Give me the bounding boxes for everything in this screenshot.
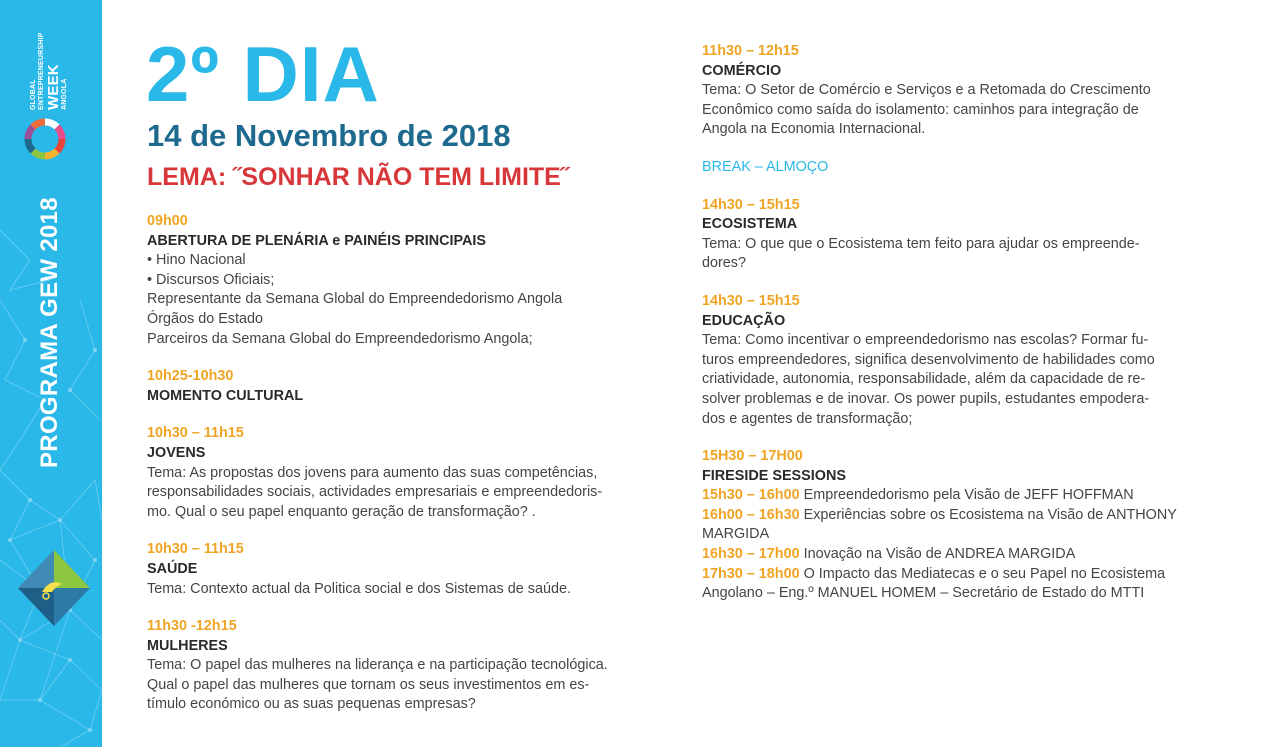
- session-title: MULHERES: [147, 637, 228, 654]
- logo-line-1: GLOBAL: [30, 79, 37, 110]
- session-line: Tema: O papel das mulheres na liderança e na participação tecnológica.: [147, 657, 608, 674]
- session-line: Tema: O Setor de Comércio e Serviços e a Retomada do Crescimento: [702, 82, 1151, 99]
- session-time: 11h30 -12h15: [147, 618, 237, 635]
- fireside-item: [702, 584, 1252, 604]
- session-time: 10h25-10h30: [147, 368, 234, 385]
- session-line: Econômico como saída do isolamento: caminhos para integração de: [702, 101, 1139, 118]
- lunch-break-label: BREAK – ALMOÇO: [702, 158, 829, 175]
- session-title: JOVENS: [147, 444, 206, 461]
- session-title: ABERTURA DE PLENÁRIA e PAINÉIS PRINCIPAIS: [147, 232, 487, 249]
- fireside-text: O Impacto das Mediatecas e o seu Papel no Ecosistema: [799, 565, 1166, 582]
- session-line: solver problemas e de inovar. Os power pupils, estudantes empodera-: [702, 390, 1150, 407]
- session-cultural: [147, 367, 697, 406]
- fireside-item: [702, 506, 1252, 526]
- logo-word: WEEK: [45, 64, 62, 110]
- fireside-text: Angolano – Eng.º MANUEL HOMEM – Secretário de Estado do MTTI: [702, 585, 1145, 602]
- agenda-left-column: [147, 212, 697, 733]
- day-title: 2º DIA: [146, 30, 380, 118]
- session-women: [147, 617, 697, 715]
- session-time: 09h00: [147, 213, 188, 229]
- program-title: PROGRAMA GEW 2018: [36, 197, 63, 468]
- session-line: Tema: O que que o Ecosistema tem feito para ajudar os empreende-: [702, 235, 1140, 252]
- session-title: EDUCAÇÃO: [702, 312, 786, 329]
- session-line: tímulo económico ou as suas pequenas empresas?: [147, 696, 476, 713]
- gew-logo: [30, 18, 76, 110]
- fireside-time: 16h30 – 17h00: [702, 546, 800, 563]
- session-commerce: [702, 42, 1252, 140]
- session-title: SAÚDE: [147, 560, 198, 577]
- side-band: [0, 0, 102, 747]
- session-title: COMÉRCIO: [702, 62, 782, 79]
- fireside-time: 15h30 – 16h00: [702, 487, 800, 504]
- angola-gem-icon: [16, 548, 92, 628]
- session-time: 14h30 – 15h15: [702, 292, 800, 309]
- session-title: MOMENTO CULTURAL: [147, 387, 304, 404]
- session-time: 10h30 – 11h15: [147, 425, 244, 442]
- event-date: 14 de Novembro de 2018: [147, 118, 511, 153]
- session-health: [147, 540, 697, 599]
- session-time: 10h30 – 11h15: [147, 541, 244, 558]
- gew-ring-icon: [22, 116, 68, 162]
- session-title: ECOSISTEMA: [702, 216, 798, 233]
- fireside-time: 17h30 – 18h00: [702, 565, 800, 582]
- session-line: criatividade, autonomia, responsabilidade, além da capacidade de re-: [702, 371, 1146, 388]
- session-line: • Hino Nacional: [147, 252, 246, 269]
- session-line: Tema: Contexto actual da Politica social e dos Sistemas de saúde.: [147, 580, 571, 597]
- fireside-text: MARGIDA: [702, 526, 770, 543]
- fireside-text: Empreendedorismo pela Visão de JEFF HOFFMAN: [799, 487, 1134, 504]
- session-title: FIRESIDE SESSIONS: [702, 467, 846, 484]
- session-line: Tema: As propostas dos jovens para aumento das suas competências,: [147, 464, 598, 481]
- session-line: Angola na Economia Internacional.: [702, 121, 926, 138]
- fireside-item: [702, 565, 1252, 585]
- session-line: dos e agentes de transformação;: [702, 410, 913, 427]
- session-line: dores?: [702, 255, 747, 272]
- session-line: Representante da Semana Global do Empreendedorismo Angola: [147, 291, 563, 308]
- session-line: mo. Qual o seu papel enquanto geração de transformação? .: [147, 503, 536, 520]
- logo-line-2: ENTREPRENEURSHIP: [38, 32, 45, 110]
- fireside-time: 16h00 – 16h30: [702, 506, 800, 523]
- agenda-right-column: [702, 42, 1252, 622]
- session-time: 11h30 – 12h15: [702, 43, 799, 59]
- session-line: Qual o papel das mulheres que tornam os seus investimentos em es-: [147, 676, 590, 693]
- fireside-item: [702, 545, 1252, 565]
- session-youth: [147, 424, 697, 522]
- fireside-item: [702, 525, 1252, 545]
- fireside-text: Experiências sobre os Ecosistema na Visão de ANTHONY: [799, 506, 1177, 523]
- session-line: responsabilidades sociais, actividades empresariais e empreendedoris-: [147, 484, 603, 501]
- session-line: Parceiros da Semana Global do Empreendedorismo Angola;: [147, 330, 533, 347]
- session-line: Órgãos do Estado: [147, 310, 263, 327]
- session-opening: [147, 212, 697, 349]
- session-fireside: [702, 447, 1252, 604]
- fireside-text: Inovação na Visão de ANDREA MARGIDA: [799, 546, 1076, 563]
- session-line: turos empreendedores, significa desenvolvimento de habilidades como: [702, 351, 1155, 368]
- logo-country: ANGOLA: [61, 78, 68, 110]
- event-motto: LEMA: ˝SONHAR NÃO TEM LIMITE˝: [147, 163, 570, 191]
- session-education: [702, 292, 1252, 429]
- session-time: 14h30 – 15h15: [702, 196, 800, 213]
- fireside-item: [702, 486, 1252, 506]
- session-time: 15H30 – 17H00: [702, 448, 803, 465]
- session-line: • Discursos Oficiais;: [147, 271, 275, 288]
- session-line: Tema: Como incentivar o empreendedorismo nas escolas? Formar fu-: [702, 332, 1149, 349]
- session-ecosystem: [702, 196, 1252, 274]
